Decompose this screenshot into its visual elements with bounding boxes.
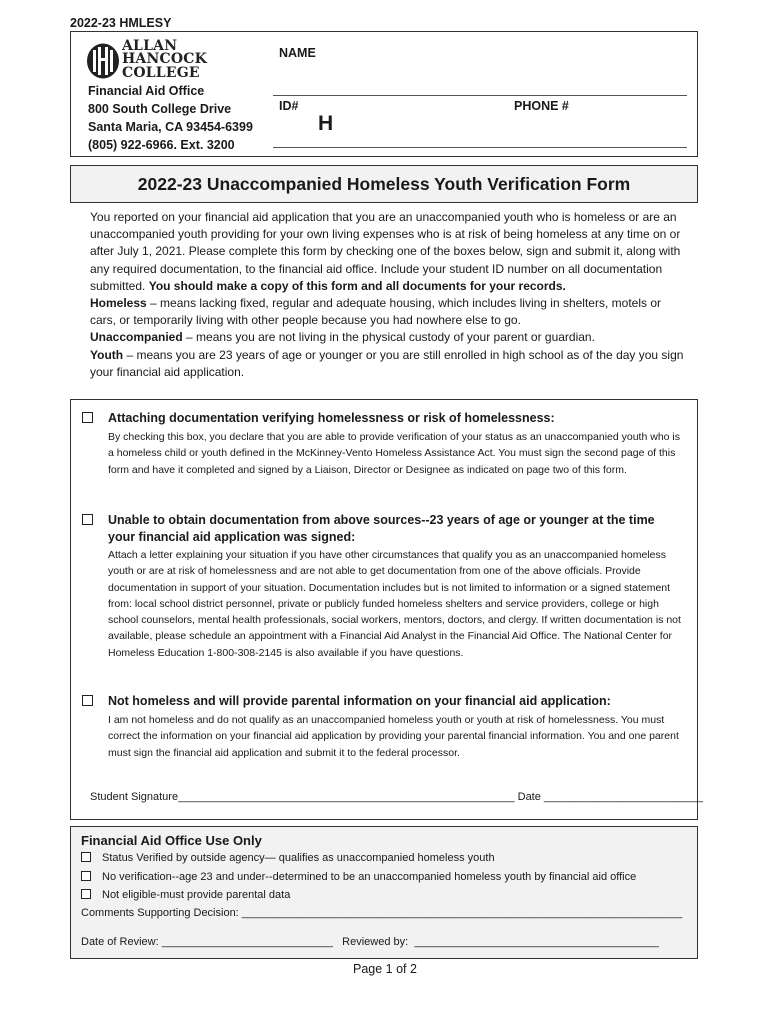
signature-date-field[interactable]: __________________________ [543, 791, 703, 803]
intro-paragraph: You reported on your financial aid application that you are an unaccompanied youth who is homeless or are an unaccompanied youth providing for your own living expenses who is at risk of being homeless at any time on or after July 1, 2021. Please complete this form by checking one of the boxes below, sign and submit it, along with any required documentation, to the financial aid office. Include your student ID number on all documentation submitted. [90, 210, 681, 293]
intro-text [90, 209, 690, 381]
logo-wordmark [122, 40, 207, 80]
intro-copy-note: You should make a copy of this form and all documents for your records. [148, 278, 566, 293]
option-unable-title: Unable to obtain documentation from above sources--23 years of age or younger at the time your financial aid application was signed: [108, 513, 655, 544]
title-box [70, 165, 698, 203]
signature-date-label: Date [514, 791, 544, 803]
option-unable-checkbox[interactable] [82, 514, 93, 525]
homeless-term: Homeless [90, 296, 147, 311]
option-documentation-title: Attaching documentation verifying homelessness or risk of homelessness: [108, 411, 555, 425]
logo-line-3: COLLEGE [122, 64, 200, 81]
option-unable-desc: Attach a letter explaining your situation if you have other circumstances that qualify you as an unaccompanied homeless youth or are at risk of homelessness and are not able to get documentation from one of the above officials. Provide documentation in support of your situation. Documentation includes but is not limited to information or a signed statement from: local school district personnel, private or publicly funded homeless shelters and service providers, college or high school counselors, mental health professionals, social workers, mentors, doctors, and clergy. If written documentation is not available, please schedule an appointment with a Financial Aid Analyst in the Financial Aid Office. The National Center for Homeless Education 1-800-308-2145 is also available if you have questions. [108, 549, 681, 659]
date-of-review-field[interactable]: ____________________________ [161, 936, 333, 948]
unaccompanied-definition: – means you are not living in the physical custody of your parent or guardian. [182, 330, 595, 345]
unaccompanied-term: Unaccompanied [90, 330, 183, 345]
office-not-eligible-checkbox[interactable] [81, 889, 91, 899]
name-label: NAME [279, 46, 316, 60]
id-field[interactable]: H [318, 112, 334, 135]
reviewed-by-label: Reviewed by: [333, 936, 415, 948]
college-logo [86, 40, 226, 84]
office-phone: (805) 922-6966. Ext. 3200 [88, 138, 235, 152]
office-address [88, 82, 253, 154]
youth-definition: – means you are 23 years of age or younger or you are still enrolled in high school as of the day you sign your financial aid application. [90, 347, 684, 379]
office-not-eligible-label: Not eligible-must provide parental data [102, 889, 291, 901]
office-verified-label: Status Verified by outside agency— qualifies as unaccompanied homeless youth [102, 852, 495, 864]
office-item-not-eligible [81, 889, 290, 901]
page-number: Page 1 of 2 [353, 962, 417, 976]
id-label: ID# [279, 99, 299, 113]
office-city: Santa Maria, CA 93454-6399 [88, 120, 253, 134]
comments-row [81, 907, 682, 919]
review-row [81, 936, 659, 948]
college-seal-icon [86, 42, 120, 80]
phone-label: PHONE # [514, 99, 569, 113]
office-use-title: Financial Aid Office Use Only [81, 833, 262, 848]
form-code: 2022-23 HMLESY [70, 16, 172, 30]
youth-term: Youth [90, 347, 124, 362]
option-not-homeless-desc: I am not homeless and do not qualify as an unaccompanied homeless youth or youth at risk of homelessness. You must correct the information on your financial aid application by providing your parental financial information. You and one parent must sign the financial aid application and submit it to the federal processor. [108, 714, 679, 759]
logo-line-1: ALLAN [122, 38, 178, 54]
office-no-verification-checkbox[interactable] [81, 871, 91, 881]
comments-field[interactable]: ________________________________________________________________________ [241, 907, 683, 919]
office-name: Financial Aid Office [88, 84, 205, 98]
student-signature-label: Student Signature [90, 791, 179, 803]
student-signature-field[interactable]: _______________________________________________________ [178, 791, 515, 803]
office-verified-checkbox[interactable] [81, 852, 91, 862]
id-phone-line [273, 147, 687, 148]
option-not-homeless-title: Not homeless and will provide parental information on your financial aid application: [108, 694, 611, 708]
page-title: 2022-23 Unaccompanied Homeless Youth Verification Form [137, 174, 631, 194]
date-of-review-label: Date of Review: [81, 936, 162, 948]
logo-line-2: HANCOCK [122, 51, 207, 68]
option-not-homeless-checkbox[interactable] [82, 695, 93, 706]
office-no-verification-label: No verification--age 23 and under--determined to be an unaccompanied homeless youth by financial aid office [102, 871, 637, 883]
comments-label: Comments Supporting Decision: [81, 907, 242, 919]
office-item-verified [81, 852, 495, 864]
office-street: 800 South College Drive [88, 102, 232, 116]
office-item-no-verification [81, 871, 636, 883]
option-documentation-desc: By checking this box, you declare that you are able to provide verification of your status as an unaccompanied youth who is a homeless child or youth defined in the McKinney-Vento Homeless Assistance Act. You must sign the second page of this form and have it completed and signed by a Liaison, Director or Designee as indicated on page two of this form. [108, 431, 680, 476]
homeless-definition: – means lacking fixed, regular and adequate housing, which includes living in shelters, motels or cars, or temporarily living with other people because you had nowhere else to go. [90, 296, 661, 328]
option-documentation-checkbox[interactable] [82, 412, 93, 423]
signature-row [90, 791, 703, 803]
reviewed-by-field[interactable]: ________________________________________ [414, 936, 660, 948]
name-field[interactable] [273, 95, 687, 96]
